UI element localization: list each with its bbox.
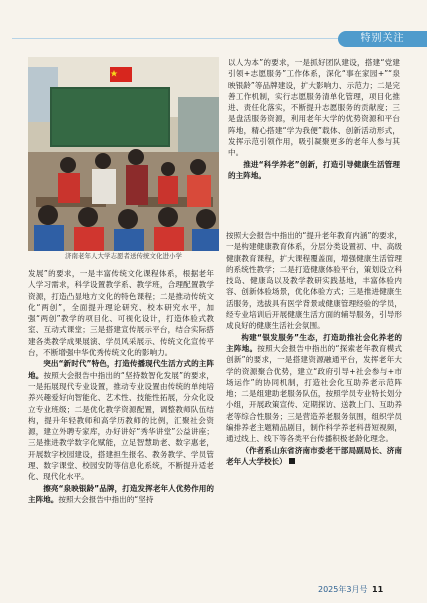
article-photo [28, 57, 219, 251]
author-signature: （作者系山东省济南市委老干部局副局长、济南老年人大学校长） [226, 445, 402, 466]
section-heading: 构建“银发服务”生态，打造助推社会化养老的主阵地。 [226, 332, 402, 353]
paragraph-block [226, 332, 402, 445]
classroom-photo-illustration [28, 57, 219, 251]
page-footer [318, 584, 383, 595]
paragraph-block [28, 483, 214, 506]
paragraph: 发展”的要求，一是丰富传统文化课程体系，根据老年人学习需求，科学设置教学系、教学班，合理配置教学资源，打造凸显地方文化的特色课程；二是推动传统文化“两创”，全面提升理论研究、校本研究水平，加强“两创”教学的项目化、可视化设计，打造体验式教室、互动式课堂；三是搭建宣传展示平台，结合实际搭建各类教学成果展演、学员风采展示、传统文化宣传平台，不断增强中华优秀传统文化的影响力。 [28, 269, 214, 358]
paragraph: 按照大会报告中指出的“提升老年教育内涵”的要求，一是构建健康教育体系，分层分类设置初、中、高级健康教育课程，扩大课程覆盖面，增强健康生活管理的系统性教学；二是打造健康体验平台，策划设立科技岛、健康岛以及教学教研实践基地，丰富体验内容、创新体验场景，优化体验方式；三是推进健康生活服务，选拔具有医学背景或健康管理经验的学员，经专业培训后开展健康生活方面的辅导服务，引导形成良好的健康生活社会氛围。 [226, 231, 402, 331]
paragraph-text: 按照大会报告中指出的“坚持数智化发展”的要求，一是拓展现代专业设置，推动专业设置由传统的单纯培养兴趣爱好向智能化、艺术性、技能性拓展，分众化设立专业班级；二是优化教学资源配置，调整教师队伍结构，提升年轻教师和高学历教师的比例，汇聚社会资源，建立外聘专家库，办好讲好“秀华讲堂”公益讲座；三是推进教学数字化赋能，立足智慧助老、数字惠老，开展数字校园建设，搭建担生报名、教务教学、学员管理、数字课堂、校园安防等信息化系统，不断提升适老化、现代化水平。 [28, 370, 214, 482]
section-heading: 擦亮“泉映银龄”品牌，打造发挥老年人优势作用的主阵地。 [28, 483, 214, 504]
section-tag: 特别关注 [338, 31, 427, 47]
photo-caption: 济南老年人大学志愿者送传统文化进小学 [65, 252, 182, 260]
issue-date: 2025年3月号 [318, 585, 368, 594]
paragraph-text: 按照大会报告中指出的“坚持 [58, 494, 154, 504]
end-mark-icon [289, 458, 295, 464]
section-heading: 推进“科学养老”创新，打造引导健康生活管理的主阵地。 [228, 159, 400, 180]
left-column [28, 268, 214, 505]
section-heading: 突出“新时代”特色，打造传播现代生活方式的主阵地。 [28, 359, 214, 380]
paragraph-block [28, 358, 214, 482]
right-column-bottom [226, 230, 402, 467]
header-rule [12, 38, 338, 39]
paragraph: 以人为本”的要求，一是抓好团队建设，搭建“党建引领+志愿服务”工作体系，深化“事在家园+”“泉映银龄”等品牌建设，扩大影响力、示范力；二是完善工作机制，实行志愿服务清单化管理，项目化推进、责任化落实，不断提升志愿服务的贡献度；三是盘活服务资源，利用老年大学的优势资源和平台阵地，精心搭建“学为我便”载体、创新活动形式，发挥示范引领作用，吸引凝聚更多的老年人参与其中。 [228, 58, 400, 158]
paragraph-text: 按照大会报告中指出的“探索老年教育模式创新”的要求，一是搭建资源融通平台，发挥老年大学的资源聚合优势，建立“政府引导+社会参与+市场运作”的协同机制，打造社会化互助养老示范阵地；二是组建助老服务队伍，按照学员专业特长划分小组，开展政策宣传、定期探访、送教上门、互助养老等综合性服务；三是营造养老服务氛围，组织学员编排养老主题精品剧目，制作科学养老科普短视频，通过线上、线下等各类平台传播积极老龄化理念。 [226, 343, 403, 444]
right-column-top [228, 57, 400, 181]
page-number: 11 [372, 585, 384, 594]
